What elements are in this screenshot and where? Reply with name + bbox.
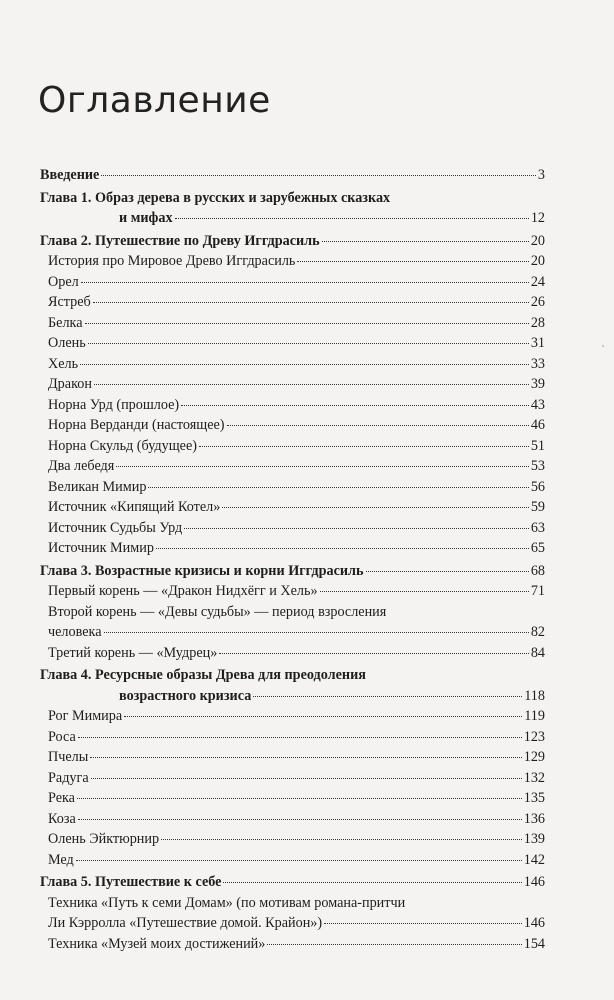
toc-page-number: 53 [530,458,545,474]
toc-entry-title: Роса [48,728,76,745]
toc-entry-title: Техника «Музей моих достижений» [48,935,266,952]
dot-leader [124,716,522,717]
toc-section-entry[interactable] [40,538,545,559]
dot-leader [184,528,529,529]
toc-section-entry[interactable] [40,251,545,272]
toc-entry-title: Источник «Кипящий Котел» [48,499,221,515]
toc-page-number: 129 [523,749,545,765]
toc-section-entry[interactable] [40,893,545,934]
toc-entry-title: История про Мировое Древо Иггдрасиль [48,253,296,269]
toc-entry-title: Радуга [48,769,89,786]
dot-leader [77,798,522,799]
toc-entry-title: Белка [48,314,83,331]
toc-section-entry[interactable] [40,477,545,498]
toc-page-number: 33 [530,355,545,372]
toc-entry-title: и мифах [119,210,173,226]
toc-page-number: 119 [524,708,545,724]
toc-page-number: 139 [523,831,545,847]
toc-page-number: 51 [530,437,545,454]
dot-leader [88,343,529,344]
toc-page-number: 154 [523,935,545,952]
toc-entry-title: Источник Мимир [48,540,154,556]
toc-page-number: 68 [530,562,545,579]
toc-entry-title: Норна Урд (прошлое) [48,396,180,413]
toc-section-entry[interactable] [40,747,545,768]
toc-page-number: 63 [530,519,545,536]
dot-leader [78,737,522,738]
toc-page-number: 12 [530,210,545,226]
toc-page-number: 24 [530,273,545,290]
dot-leader [148,487,528,488]
toc-section-entry[interactable] [40,934,545,955]
toc-page-number: 118 [524,687,545,704]
toc-entry-title: Третий корень — «Мудрец» [48,644,218,661]
dot-leader [85,323,529,324]
dot-leader [253,696,522,697]
dot-leader [219,653,529,654]
dot-leader [91,778,522,779]
toc-entry-title: Хель [48,355,79,372]
toc-section-entry[interactable] [40,602,545,643]
toc-entry-title: Глава 2. Путешествие по Древу Иггдрасиль [40,232,320,249]
toc-chapter-entry[interactable] [40,188,545,229]
toc-entry-title: Норна Верданди (настоящее) [48,417,225,433]
toc-page-number: 26 [530,294,545,310]
dot-leader [227,425,529,426]
dot-leader [101,175,536,176]
dot-leader [78,819,522,820]
toc-page-number: 31 [530,335,545,351]
toc-entry-title: Глава 5. Путешествие к себе [40,874,222,890]
toc-page-number: 20 [530,253,545,269]
toc-section-entry[interactable] [40,850,545,871]
toc-entry-title: Река [48,790,75,806]
toc-page-number: 142 [523,851,545,868]
toc-entry-title: Норна Скульд (будущее) [48,437,197,454]
toc-entry-title: Глава 3. Возрастные кризисы и корни Иггдрасиль [40,562,364,579]
toc-section-entry[interactable] [40,768,545,789]
toc-entry-title: Мед [48,851,74,868]
toc-section-entry[interactable] [40,497,545,518]
toc-page-number: 65 [530,540,545,556]
toc-page-number: 136 [523,810,545,827]
toc-chapter-entry[interactable] [40,561,545,582]
toc-page-number: 3 [537,167,545,183]
toc-section-entry[interactable] [40,374,545,395]
toc-entry-title: Великан Мимир [48,478,147,495]
toc-entry-title: Дракон [48,376,92,392]
table-of-contents [40,165,545,954]
toc-page-number: 43 [530,396,545,413]
toc-page-number: 39 [530,376,545,392]
toc-section-entry[interactable] [40,809,545,830]
toc-section-entry[interactable] [40,354,545,375]
toc-entry-text-line: Техника «Путь к семи Домам» (по мотивам романа-притчи [48,894,406,911]
toc-entry-title: Орел [48,273,79,290]
dot-leader [181,405,529,406]
toc-section-entry[interactable] [40,272,545,293]
toc-section-entry[interactable] [40,788,545,809]
dot-leader [297,261,528,262]
toc-section-entry[interactable] [40,643,545,664]
toc-entry-title: Источник Судьбы Урд [48,519,183,536]
dot-leader [366,571,529,572]
toc-page-number: 123 [523,728,545,745]
dot-leader [93,302,529,303]
toc-entry-title: Рог Мимира [48,708,123,724]
toc-section-entry[interactable] [40,581,545,602]
dot-leader [94,384,529,385]
toc-section-entry[interactable] [40,395,545,416]
dot-leader [267,944,521,945]
toc-page-number: 82 [530,624,545,640]
toc-page-number: 135 [523,790,545,806]
dot-leader [223,882,521,883]
toc-section-entry[interactable] [40,313,545,334]
toc-section-entry[interactable] [40,456,545,477]
toc-entry-title: Ястреб [48,294,91,310]
toc-page-number: 20 [530,232,545,249]
toc-chapter-entry[interactable] [40,165,545,186]
toc-entry-text-line: Глава 4. Ресурсные образы Древа для преодоления [40,667,366,683]
toc-page-number: 56 [530,478,545,495]
toc-entry-title: Пчелы [48,749,89,765]
dot-leader [90,757,521,758]
toc-entry-title: Ли Кэрролла «Путешествие домой. Крайон») [48,915,323,931]
toc-chapter-entry[interactable] [40,231,545,252]
toc-page-number: 71 [530,583,545,599]
toc-entry-title: Коза [48,810,76,827]
toc-entry-title: Два лебедя [48,458,115,474]
toc-entry-title: Олень Эйктюрнир [48,831,160,847]
toc-section-entry[interactable] [40,436,545,457]
dot-leader [222,507,529,508]
toc-section-entry[interactable] [40,292,545,313]
toc-chapter-entry[interactable] [40,665,545,706]
toc-page-number: 28 [530,314,545,331]
toc-page-number: 132 [523,769,545,786]
toc-chapter-entry[interactable] [40,872,545,893]
toc-entry-title: Введение [40,167,100,183]
toc-entry-text-line: Глава 1. Образ дерева в русских и зарубежных сказках [40,189,391,206]
toc-entry-title: человека [48,624,102,640]
dot-leader [156,548,529,549]
toc-section-entry[interactable] [40,518,545,539]
dot-leader [104,632,529,633]
toc-entry-text-line: Второй корень — «Девы судьбы» — период взросления [48,603,387,620]
toc-entry-title: возрастного кризиса [119,687,252,704]
toc-page-number: 146 [523,874,545,890]
toc-section-entry[interactable] [40,706,545,727]
toc-section-entry[interactable] [40,829,545,850]
dot-leader [76,860,522,861]
dot-leader [320,591,529,592]
toc-page-number: 59 [530,499,545,515]
dot-leader [80,364,529,365]
toc-section-entry[interactable] [40,415,545,436]
dot-leader [161,839,522,840]
page-title: Оглавление [38,80,271,121]
toc-page-number: 146 [523,915,545,931]
toc-page-number: 84 [530,644,545,661]
dot-leader [116,466,529,467]
toc-section-entry[interactable] [40,727,545,748]
dot-leader [322,241,529,242]
dot-leader [81,282,529,283]
toc-entry-title: Первый корень — «Дракон Нидхёгг и Хель» [48,583,318,599]
dot-leader [324,923,522,924]
dot-leader [199,446,529,447]
dot-leader [175,218,529,219]
toc-entry-title: Олень [48,335,86,351]
toc-page-number: 46 [530,417,545,433]
paper-speck [602,345,604,347]
toc-section-entry[interactable] [40,333,545,354]
